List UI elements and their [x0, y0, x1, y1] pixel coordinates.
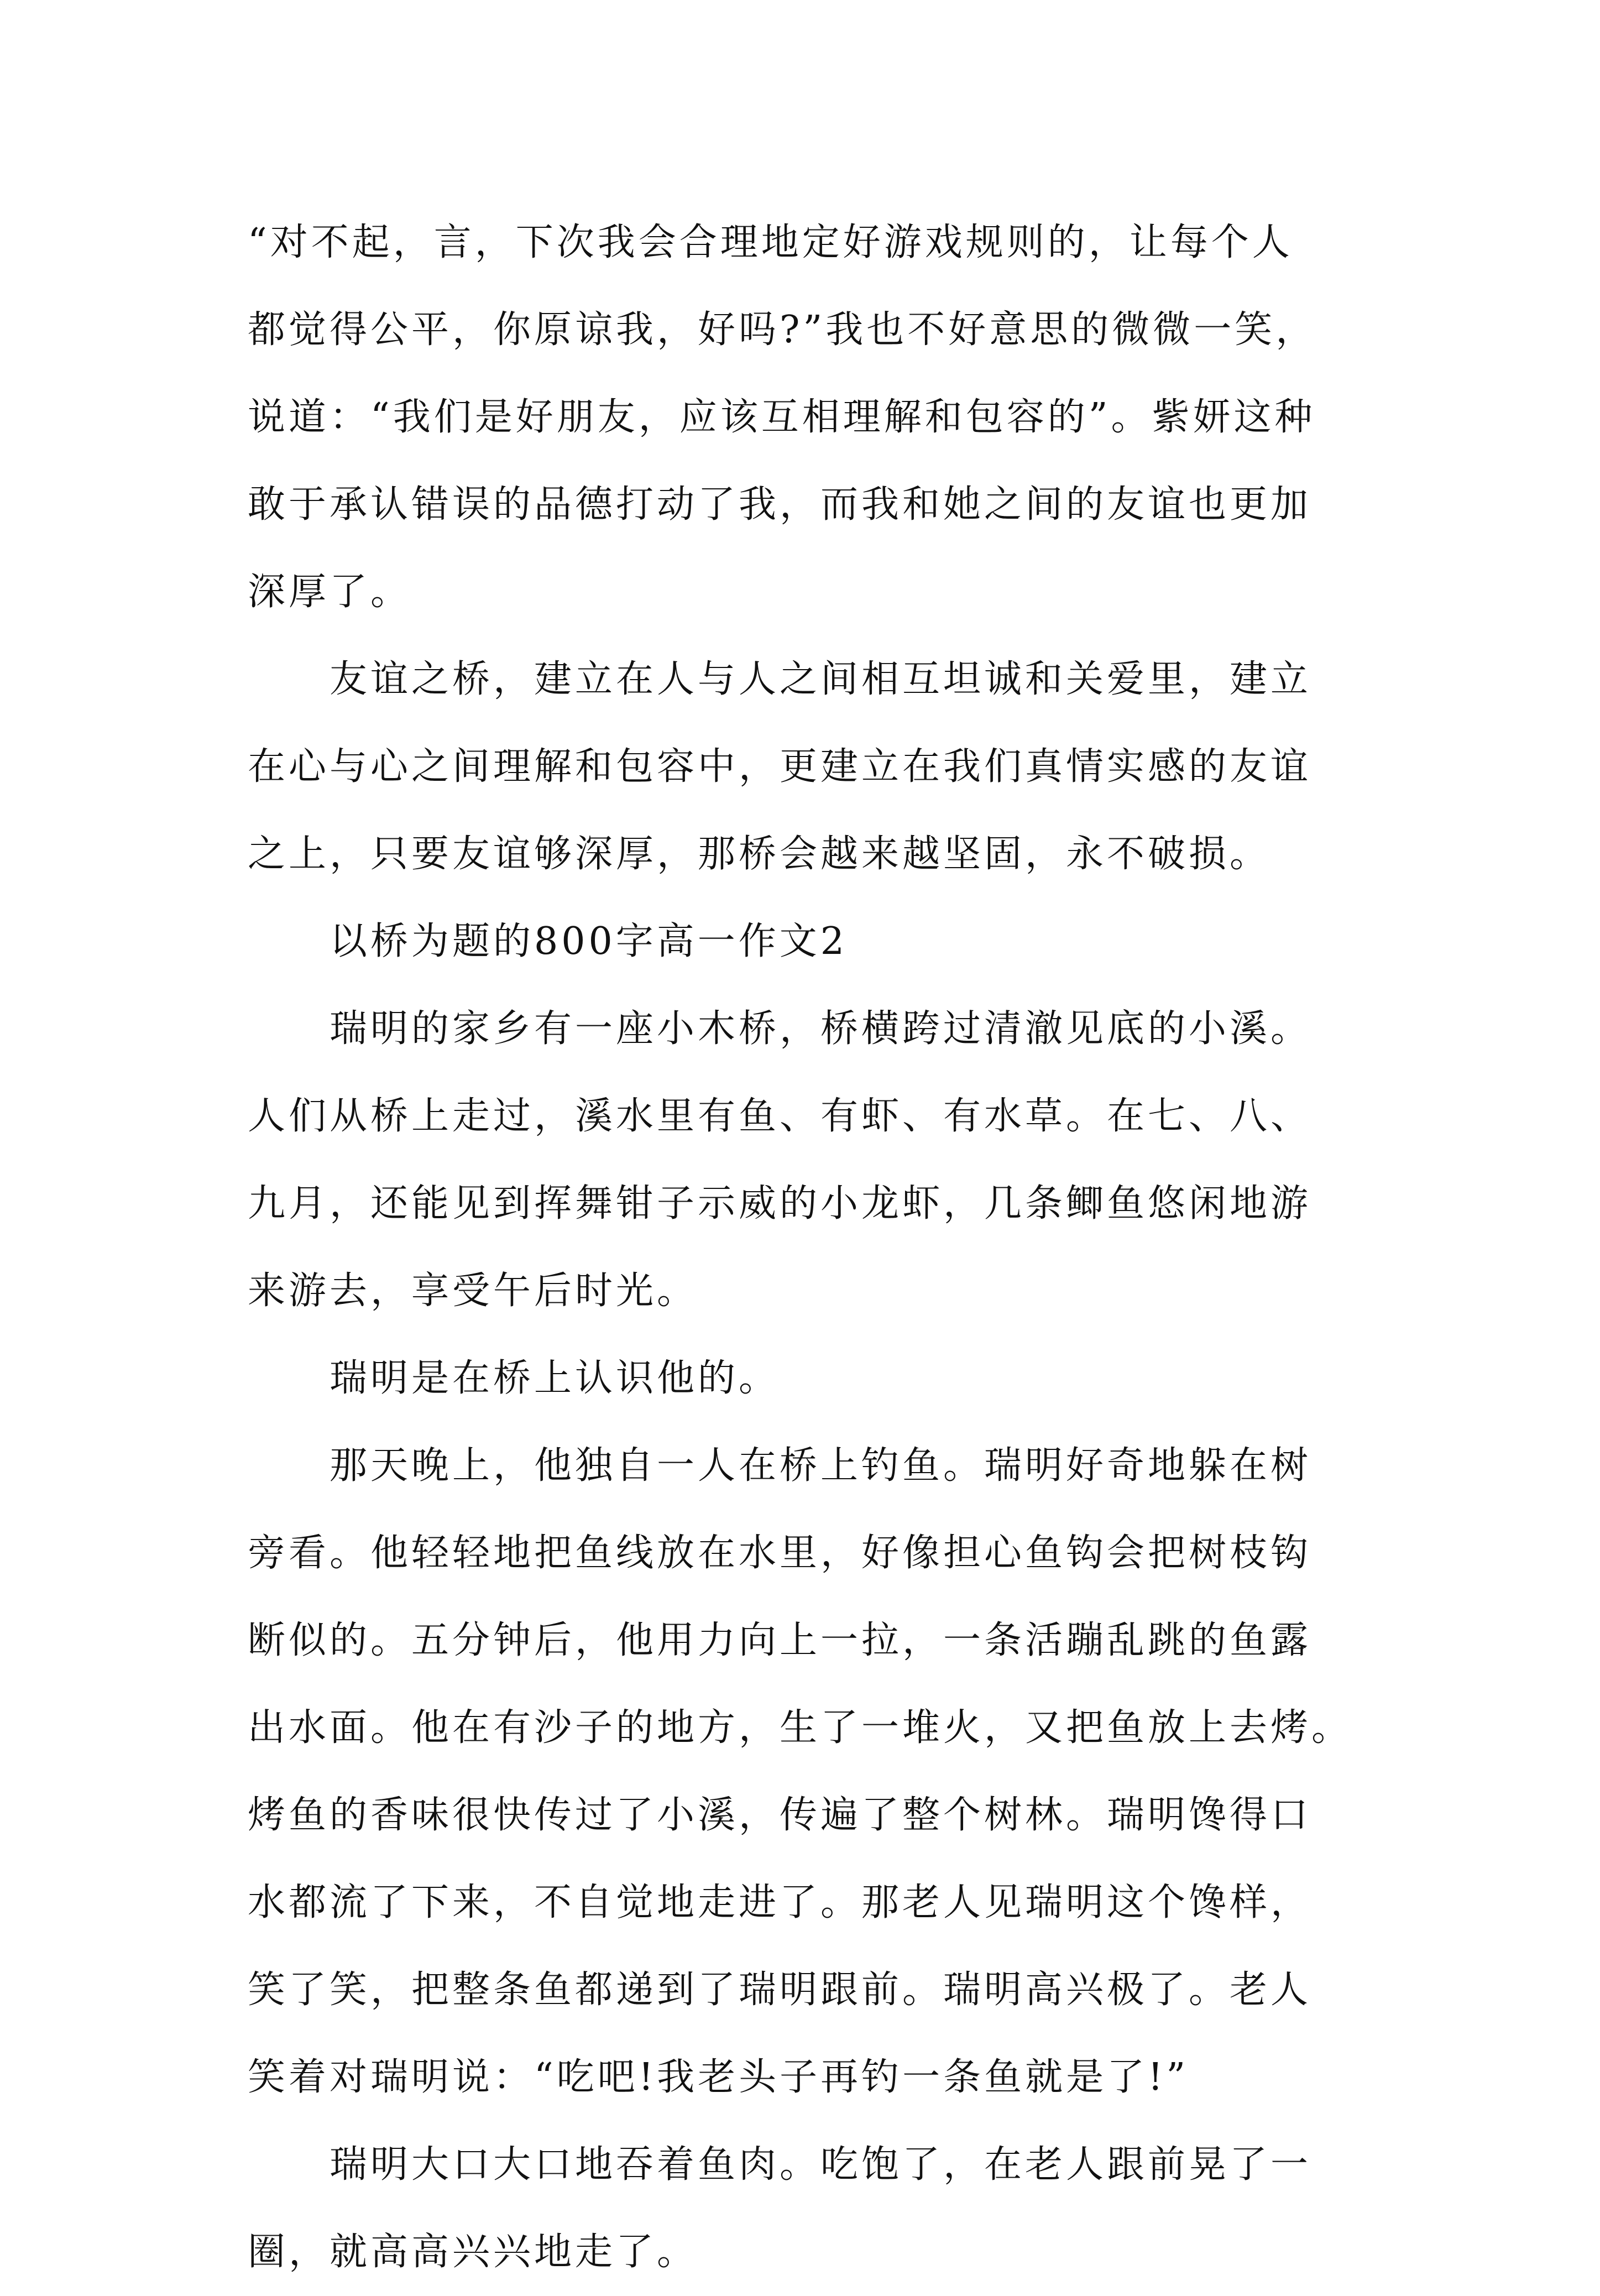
paragraph-4-line-3: 九月，还能见到挥舞钳子示威的小龙虾，几条鲫鱼悠闲地游	[248, 1182, 1312, 1225]
paragraph-6-line-4: 出水面。他在有沙子的地方，生了一堆火，又把鱼放上去烤。	[248, 1706, 1353, 1750]
paragraph-6-line-6: 水都流了下来，不自觉地走进了。那老人见瑞明这个馋样，	[248, 1881, 1312, 1924]
paragraph-2-line-1: 友谊之桥，建立在人与人之间相互坦诚和关爱里，建立	[330, 658, 1312, 701]
paragraph-1-line-1: “对不起，言，下次我会合理地定好游戏规则的，让每个人	[248, 221, 1293, 264]
paragraph-4-line-2: 人们从桥上走过，溪水里有鱼、有虾、有水草。在七、八、	[248, 1094, 1312, 1138]
paragraph-1-line-4: 敢于承认错误的品德打动了我，而我和她之间的友谊也更加	[248, 483, 1312, 526]
paragraph-7-line-1: 瑞明大口大口地吞着鱼肉。吃饱了，在老人跟前晃了一	[330, 2143, 1312, 2187]
paragraph-6-line-3: 断似的。五分钟后，他用力向上一拉，一条活蹦乱跳的鱼露	[248, 1619, 1312, 1662]
paragraph-7-line-2: 圈，就高高兴兴地走了。	[248, 2230, 698, 2274]
paragraph-6-line-5: 烤鱼的香味很快传过了小溪，传遍了整个树林。瑞明馋得口	[248, 1793, 1312, 1837]
paragraph-1-line-5: 深厚了。	[248, 570, 412, 614]
paragraph-5-line-1: 瑞明是在桥上认识他的。	[330, 1356, 780, 1400]
paragraph-6-line-8: 笑着对瑞明说：“吃吧!我老头子再钓一条鱼就是了!”	[248, 2055, 1189, 2099]
document-body	[248, 199, 1364, 2296]
paragraph-1-line-2: 都觉得公平，你原谅我，好吗?”我也不好意思的微微一笑，	[248, 308, 1317, 352]
section-heading: 以桥为题的800字高一作文2	[330, 920, 848, 963]
paragraph-6-line-2: 旁看。他轻轻地把鱼线放在水里，好像担心鱼钩会把树枝钩	[248, 1531, 1312, 1575]
paragraph-6-line-1: 那天晚上，他独自一人在桥上钓鱼。瑞明好奇地躲在树	[330, 1444, 1312, 1488]
paragraph-2-line-3: 之上，只要友谊够深厚，那桥会越来越坚固，永不破损。	[248, 832, 1271, 876]
paragraph-4-line-1: 瑞明的家乡有一座小木桥，桥横跨过清澈见底的小溪。	[330, 1007, 1312, 1051]
paragraph-2-line-2: 在心与心之间理解和包容中，更建立在我们真情实感的友谊	[248, 745, 1312, 789]
paragraph-4-line-4: 来游去，享受午后时光。	[248, 1269, 698, 1313]
paragraph-6-line-7: 笑了笑，把整条鱼都递到了瑞明跟前。瑞明高兴极了。老人	[248, 1968, 1312, 2012]
paragraph-1-line-3: 说道：“我们是好朋友，应该互相理解和包容的”。紫妍这种	[248, 395, 1316, 439]
